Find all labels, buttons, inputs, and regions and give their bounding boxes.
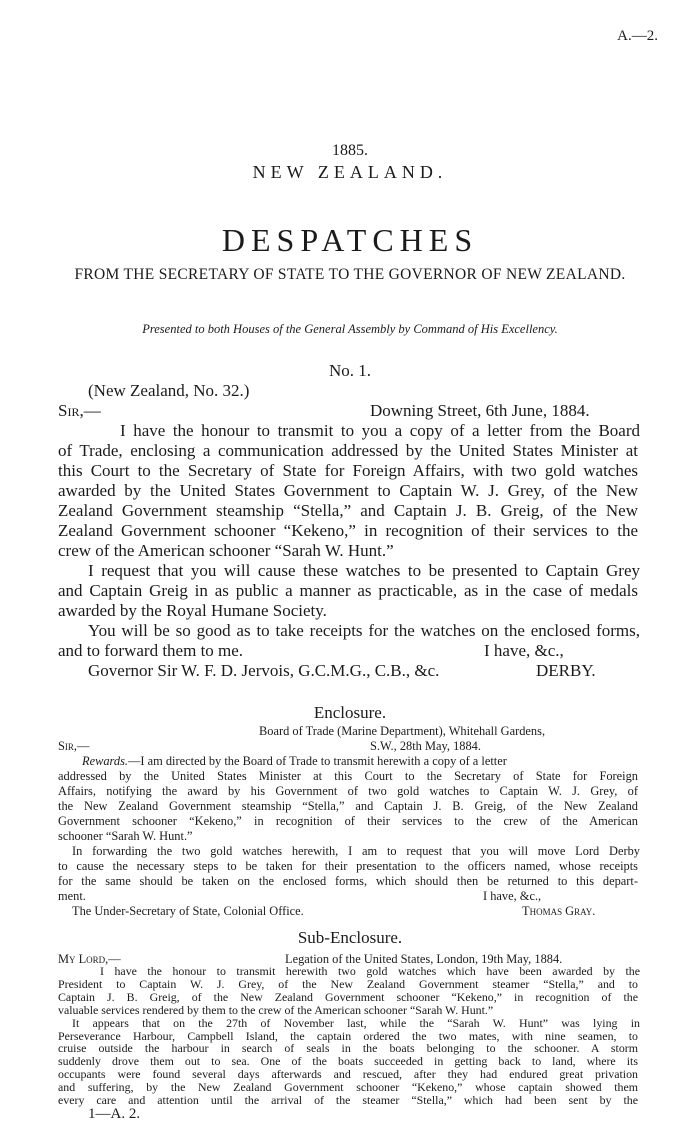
sub-enclosure-line: Captain J. B. Greig, of the New Zealand Government schooner “Kekeno,” in recognition of the — [58, 989, 638, 1004]
despatch-line: of Trade, enclosing a communication addressed by the United States Minister at — [58, 441, 638, 460]
enclosure-from-line2: S.W., 28th May, 1884. — [370, 739, 481, 753]
sub-enclosure-place-date: Legation of the United States, London, 19th May, 1884. — [285, 952, 563, 966]
presentation-note: Presented to both Houses of the General Assembly by Command of His Excellency. — [142, 322, 558, 336]
document-title: DESPATCHES — [221, 222, 479, 258]
sub-enclosure-line: valuable services rendered by them to the crew of the American schooner “Sarah W. Hunt.” — [58, 1002, 494, 1017]
document-subtitle: FROM THE SECRETARY OF STATE TO THE GOVERNOR OF NEW ZEALAND. — [74, 266, 626, 283]
margin-note-rewards: Rewards. — [82, 754, 129, 768]
enclosure-from-line1: Board of Trade (Marine Department), Whitehall Gardens, — [259, 724, 546, 738]
despatch-line: awarded by the Royal Humane Society. — [58, 601, 327, 620]
sub-enclosure-line: occupants were found several days afterwards and rescued, after they had endured great privation — [58, 1067, 638, 1082]
page-reference: A.—2. — [617, 28, 658, 44]
enclosure-salutation: Sir,— — [58, 739, 90, 753]
enclosure-closing: I have, &c., — [483, 889, 542, 903]
despatch-addressee: Governor Sir W. F. D. Jervois, G.C.M.G., C.B., &c. — [88, 661, 440, 680]
despatch-line: You will be so good as to take receipts for the watches on the enclosed forms, — [88, 621, 640, 640]
enclosure-addressee: The Under-Secretary of State, Colonial Office. — [72, 904, 304, 918]
despatch-line: I have the honour to transmit to you a copy of a letter from the Board — [120, 421, 640, 440]
enclosure-line: —I am directed by the Board of Trade to transmit herewith a copy of a letter — [128, 754, 507, 768]
enclosure-line: the New Zealand Government steamship “Stella,” and Captain J. B. Greig, of the New Zealand — [58, 799, 638, 813]
sub-enclosure-line: cruise outside the harbour in search of seals in the boats belonging to the schooner. A storm — [58, 1041, 638, 1056]
sub-enclosure-line: every care and attention until the arrival of the steamer “Stella,” which had been sent by the — [58, 1093, 638, 1107]
sub-enclosure-line: suddenly drove them out to sea. One of the boats succeeded in getting back to land, where its — [58, 1054, 638, 1069]
enclosure-line: schooner “Sarah W. Hunt.” — [58, 829, 193, 843]
enclosure-line: ment. — [58, 889, 86, 903]
document-year: 1885. — [332, 142, 368, 159]
despatch-closing: I have, &c., — [484, 641, 564, 660]
despatch-signature: DERBY. — [536, 661, 596, 680]
despatch-line: Zealand Government steamship “Stella,” and Captain J. B. Greig, of the New — [58, 501, 638, 520]
sub-enclosure-salutation: My Lord,— — [58, 952, 121, 966]
despatch-line: this Court to the Secretary of State for Foreign Affairs, with two gold watches — [58, 461, 638, 480]
enclosure-line: Affairs, notifying the award by his Government of two gold watches to Captain W. J. Grey, of — [58, 784, 638, 798]
enclosure-heading: Enclosure. — [313, 703, 387, 722]
despatch-number: No. 1. — [328, 361, 372, 380]
sub-enclosure-line: President to Captain W. J. Grey, of the New Zealand Government steamer “Stella,” and to — [58, 976, 638, 991]
despatch-line: crew of the American schooner “Sarah W. Hunt.” — [58, 541, 394, 560]
sub-enclosure-line: Perseverance Harbour, Campbell Island, the captain ordered the two mates, with nine seamen, to — [58, 1028, 638, 1043]
despatch-line: I request that you will cause these watches to be presented to Captain Grey — [88, 561, 640, 580]
document-country: NEW ZEALAND. — [252, 162, 448, 182]
despatch-salutation: Sir,— — [58, 401, 101, 420]
sub-enclosure-line: I have the honour to transmit herewith two gold watches which have been awarded by the — [100, 964, 640, 978]
footer-sheet-mark: 1—A. 2. — [88, 1106, 141, 1122]
despatch-line: and to forward them to me. — [58, 641, 244, 660]
despatch-line: and Captain Greig in as public a manner as practicable, as in the case of medals — [58, 581, 638, 600]
enclosure-line: addressed by the United States Minister at this Court to the Secretary of State for Foreign — [58, 769, 638, 783]
enclosure-signature: Thomas Gray. — [522, 904, 596, 918]
enclosure-line: Government schooner “Kekeno,” in recognition of their services to the crew of the American — [58, 814, 638, 828]
enclosure-line: for the same should be taken on the enclosed forms, which should then be returned to this depart- — [58, 874, 638, 888]
enclosure-line: In forwarding the two gold watches herewith, I am to request that you will move Lord Derby — [72, 844, 640, 858]
sub-enclosure-line: and suffering, by the New Zealand Government schooner “Kekeno,” whose captain showed them — [58, 1080, 638, 1095]
enclosure-first-line — [82, 754, 640, 769]
sub-enclosure-line: It appears that on the 27th of November last, while the “Sarah W. Hunt” was lying in — [72, 1015, 640, 1030]
sub-enclosure-heading: Sub-Enclosure. — [297, 928, 403, 947]
despatch-place-date: Downing Street, 6th June, 1884. — [370, 401, 590, 420]
despatch-line: awarded by the United States Government to Captain W. J. Grey, of the New — [58, 481, 638, 500]
despatch-line: Zealand Government schooner “Kekeno,” in recognition of their services to the — [58, 521, 638, 540]
enclosure-line: to cause the necessary steps to be taken for their presentation to the officers named, whose receipts — [58, 859, 638, 873]
despatch-reference: (New Zealand, No. 32.) — [88, 381, 250, 400]
